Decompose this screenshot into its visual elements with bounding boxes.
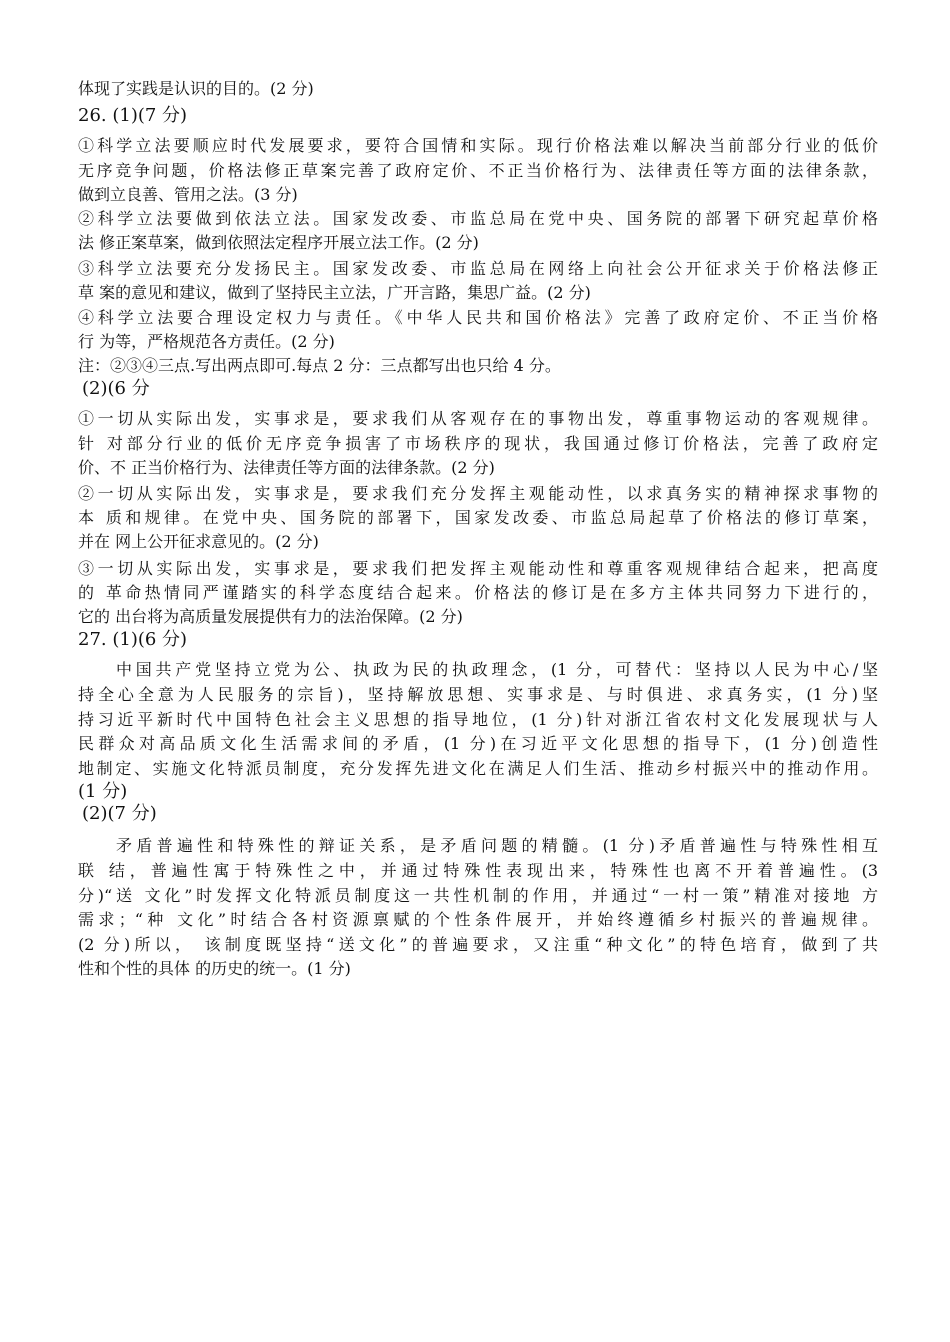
text-line: ②科学立法要做到依法立法。国家发改委、市监总局在党中央、国务院的部署下研究起草价格 <box>78 209 878 228</box>
text-line: 中国共产党坚持立党为公、执政为民的执政理念，(1 分，可替代：坚持以人民为中心/坚 <box>116 660 878 679</box>
text-line: 它的 出台将为高质量发展提供有力的法治保障。(2 分) <box>78 607 463 626</box>
text-line: 民群众对高品质文化生活需求间的矛盾，(1 分)在习近平文化思想的指导下，(1 分)创造性 <box>78 734 878 753</box>
text-line: (1 分) <box>78 781 128 802</box>
text-line: 的 革命热情同严谨踏实的科学态度结合起来。价格法的修订是在多方主体共同努力下进行的， <box>78 583 878 602</box>
text-line: 针 对部分行业的低价无序竞争损害了市场秩序的现状，我国通过修订价格法，完善了政府定 <box>78 434 878 453</box>
text-line: ③科学立法要充分发扬民主。国家发改委、市监总局在网络上向社会公开征求关于价格法修正 <box>78 259 878 278</box>
text-line: 本 质和规律。在党中央、国务院的部署下，国家发改委、市监总局起草了价格法的修订草案， <box>78 508 878 527</box>
text-line: 地制定、实施文化特派员制度，充分发挥先进文化在满足人们生活、推动乡村振兴中的推动作用。 <box>78 759 878 778</box>
text-line: 持习近平新时代中国特色社会主义思想的指导地位，(1 分)针对浙江省农村文化发展现状与人 <box>78 710 878 729</box>
text-line: 矛盾普遍性和特殊性的辩证关系，是矛盾问题的精髓。(1 分)矛盾普遍性与特殊性相互 <box>116 836 878 855</box>
text-line: 性和个性的具体 的历史的统一。(1 分) <box>78 959 351 978</box>
text-line: 法 修正案草案，做到依照法定程序开展立法工作。(2 分) <box>78 233 479 252</box>
text-line: 价、不 正当价格行为、法律责任等方面的法律条款。(2 分) <box>78 458 495 477</box>
text-line: 持全心全意为人民服务的宗旨)，坚持解放思想、实事求是、与时俱进、求真务实，(1 分)坚 <box>78 685 878 704</box>
note-line: 注：②③④三点.写出两点即可.每点 2 分：三点都写出也只给 4 分。 <box>78 356 561 375</box>
text-line: ①科学立法要顺应时代发展要求，要符合国情和实际。现行价格法难以解决当前部分行业的低价 <box>78 136 878 155</box>
text-line: 需求；“种 文化”时结合各村资源禀赋的个性条件展开，并始终遵循乡村振兴的普遍规律。 <box>78 910 878 929</box>
text-line: 做到立良善、管用之法。(3 分) <box>78 185 298 204</box>
text-line: 联 结，普遍性寓于特殊性之中，并通过特殊性表现出来，特殊性也离不开着普遍性。(3 <box>78 861 878 880</box>
text-line: 分)“送 文化”时发挥文化特派员制度这一共性机制的作用，并通过“一村一策”精准对接地 方 <box>78 886 878 905</box>
text-line: 行 为等，严格规范各方责任。(2 分) <box>78 332 335 351</box>
text-line: 无序竞争问题，价格法修正草案完善了政府定价、不正当价格行为、法律责任等方面的法律条款， <box>78 161 878 180</box>
text-line: ③一切从实际出发，实事求是，要求我们把发挥主观能动性和尊重客观规律结合起来，把高度 <box>78 559 878 578</box>
text-line: ①一切从实际出发，实事求是，要求我们从客观存在的事物出发，尊重事物运动的客观规律。 <box>78 409 878 428</box>
sub-question-heading: (2)(6 分 <box>82 378 150 399</box>
text-line: 并在 网上公开征求意见的。(2 分) <box>78 532 319 551</box>
text-line: 体现了实践是认识的目的。(2 分) <box>78 79 314 98</box>
text-line: ④科学立法要合理设定权力与责任。《中华人民共和国价格法》完善了政府定价、不正当价格 <box>78 308 878 327</box>
text-line: ②一切从实际出发，实事求是，要求我们充分发挥主观能动性，以求真务实的精神探求事物的 <box>78 484 878 503</box>
question-heading: 27. (1)(6 分) <box>78 629 188 650</box>
text-line: (2 分)所以， 该制度既坚持“送文化”的普遍要求，又注重“种文化”的特色培育，做到了共 <box>78 935 878 954</box>
sub-question-heading: (2)(7 分) <box>82 803 157 824</box>
question-heading: 26. (1)(7 分) <box>78 105 188 126</box>
text-line: 草 案的意见和建议，做到了坚持民主立法，广开言路，集思广益。(2 分) <box>78 283 591 302</box>
